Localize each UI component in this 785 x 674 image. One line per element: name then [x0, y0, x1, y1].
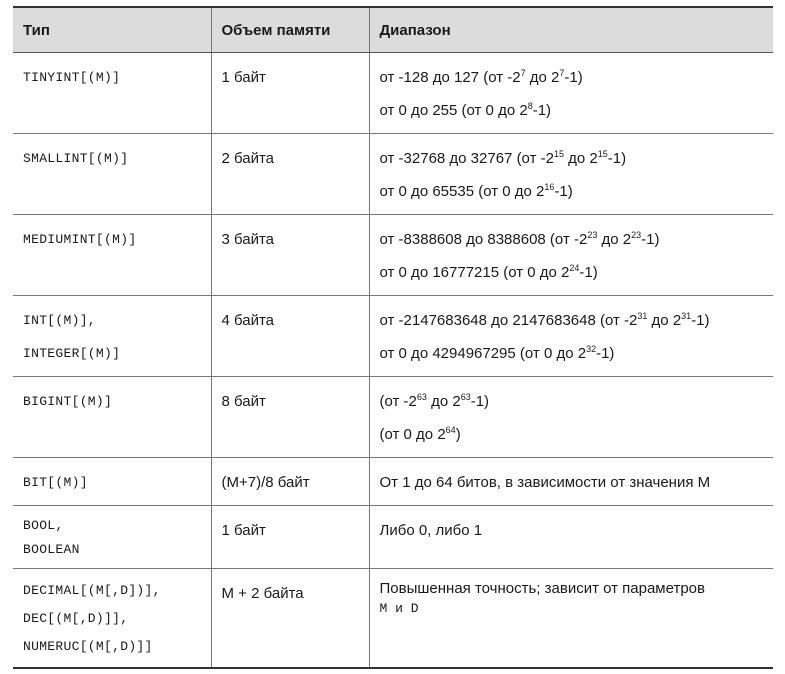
table-row: [13, 215, 773, 296]
type-cell: [13, 53, 211, 134]
range-signed: от -32768 до 32767 (от $-2^{15}$ до $2^{15}-1$): [379, 149, 627, 167]
type-name: MEDIUMINT[(M)]: [23, 232, 137, 247]
table-row: [13, 506, 773, 569]
type-name: BIT[(M)]: [23, 475, 88, 490]
range-unsigned: от 0 до 255 (от 0 до $2^8-1$): [379, 101, 552, 119]
size-cell: 8 байт: [211, 377, 369, 458]
size-cell: 2 байта: [211, 134, 369, 215]
type-cell: [13, 296, 211, 377]
range-cell: [369, 296, 773, 377]
table-row: [13, 296, 773, 377]
size-cell: 1 байт: [211, 53, 369, 134]
range-cell: От 1 до 64 битов, в зависимости от значения M: [369, 458, 773, 506]
type-name: NUMERUC[(M[,D)]]: [23, 639, 153, 654]
type-name: DEC[(M[,D)]],: [23, 611, 129, 626]
range-cell: [369, 134, 773, 215]
range-cell: Либо 0, либо 1: [369, 506, 773, 569]
range-note: Повышенная точность; зависит от параметров: [379, 580, 705, 597]
type-cell: [13, 569, 211, 669]
type-name: DECIMAL[(M[,D])],: [23, 583, 161, 598]
range-signed: от -128 до 127 (от $-2^7$ до $2^7-1$): [379, 68, 583, 86]
type-cell: [13, 215, 211, 296]
range-unsigned: от 0 до 16777215 (от 0 до $2^{24}-1$): [379, 263, 598, 281]
size-cell: M + 2 байта: [211, 569, 369, 669]
header-memory-size: Объем памяти: [211, 7, 369, 53]
range-cell: [369, 377, 773, 458]
type-cell: [13, 377, 211, 458]
type-name: TINYINT[(M)]: [23, 70, 121, 85]
header-type: Тип: [13, 7, 211, 53]
type-cell: [13, 506, 211, 569]
range-unsigned: (от 0 до $2^{64}$): [379, 425, 461, 443]
document-page: [13, 6, 773, 661]
type-name: INT[(M)],: [23, 313, 96, 328]
table-row: [13, 134, 773, 215]
type-name: SMALLINT[(M)]: [23, 151, 129, 166]
size-cell: 4 байта: [211, 296, 369, 377]
type-name: INTEGER[(M)]: [23, 346, 121, 361]
table-row: [13, 569, 773, 669]
table-header-row: [13, 7, 773, 53]
type-cell: [13, 458, 211, 506]
type-name: BOOLEAN: [23, 542, 80, 557]
range-signed: от -8388608 до 8388608 (от $-2^{23}$ до $2^{23}-1$): [379, 230, 660, 248]
type-name: BIGINT[(M)]: [23, 394, 113, 409]
type-name: BOOL,: [23, 518, 64, 533]
range-signed: от -2147683648 до 2147683648 (от $-2^{31}$ до $2^{31}-1$): [379, 311, 710, 329]
header-range: Диапазон: [369, 7, 773, 53]
range-note-params: M и D: [379, 601, 419, 616]
range-cell: [369, 569, 773, 669]
range-cell: [369, 215, 773, 296]
size-cell: (M+7)/8 байт: [211, 458, 369, 506]
range-unsigned: от 0 до 4294967295 (от 0 до $2^{32}-1$): [379, 344, 615, 362]
range-unsigned: от 0 до 65535 (от 0 до $2^{16}-1$): [379, 182, 573, 200]
table-row: [13, 53, 773, 134]
size-cell: 1 байт: [211, 506, 369, 569]
range-cell: [369, 53, 773, 134]
integer-types-table: [13, 6, 773, 669]
range-signed: (от $-2^{63}$ до $2^{63}-1$): [379, 392, 490, 410]
table-row: [13, 458, 773, 506]
type-cell: [13, 134, 211, 215]
table-row: [13, 377, 773, 458]
size-cell: 3 байта: [211, 215, 369, 296]
